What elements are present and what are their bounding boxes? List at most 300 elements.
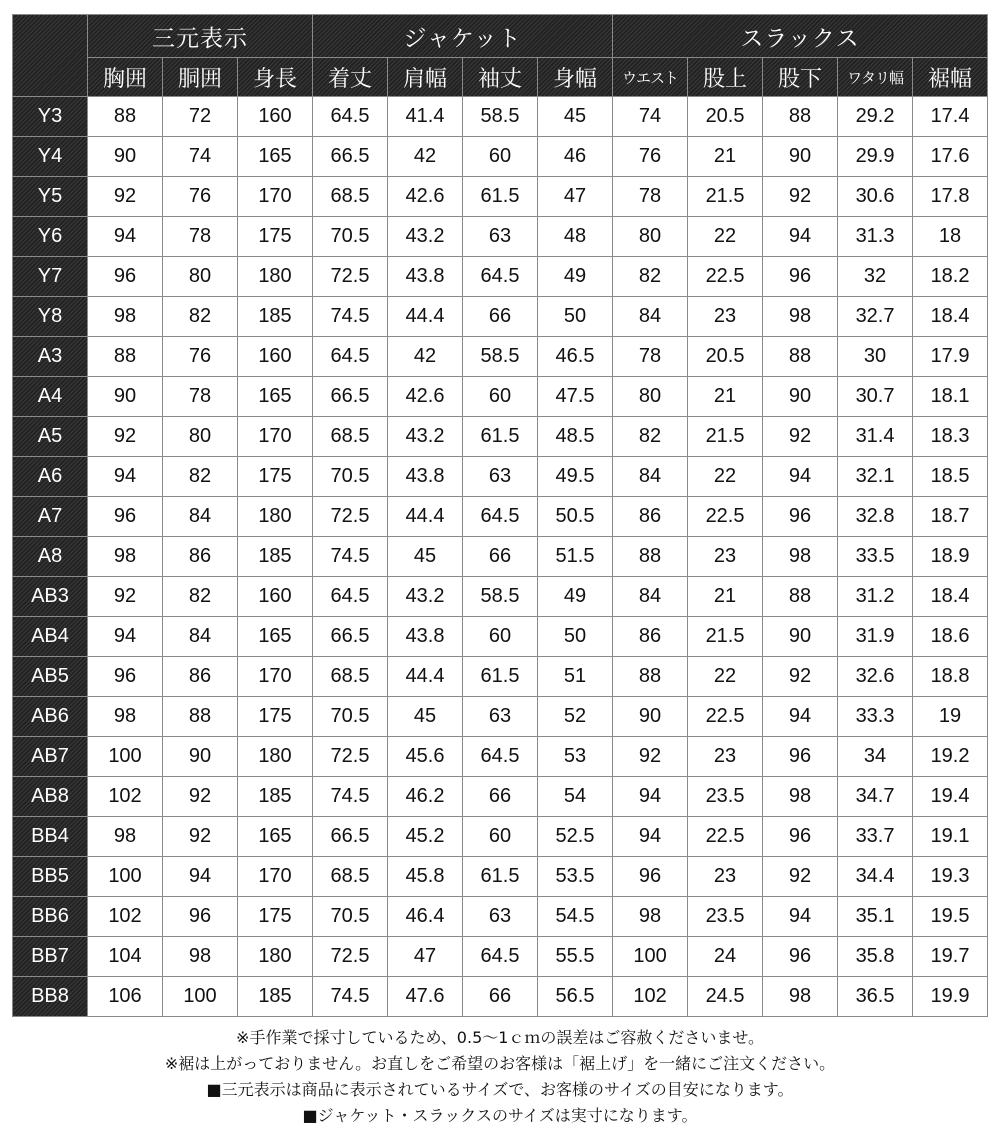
table-cell: 94 [763,697,838,737]
row-size-label: A3 [13,337,88,377]
table-cell: 94 [88,217,163,257]
table-cell: 88 [763,577,838,617]
table-cell: 76 [613,137,688,177]
table-cell: 80 [613,377,688,417]
table-cell: 31.4 [838,417,913,457]
table-cell: 43.8 [388,257,463,297]
table-cell: 90 [88,137,163,177]
table-cell: 70.5 [313,217,388,257]
table-cell: 29.2 [838,97,913,137]
table-cell: 48 [538,217,613,257]
table-cell: 31.9 [838,617,913,657]
table-cell: 19.2 [913,737,988,777]
table-cell: 30.7 [838,377,913,417]
table-cell: 90 [88,377,163,417]
table-cell: 165 [238,817,313,857]
corner-cell [13,15,88,97]
table-cell: 24.5 [688,977,763,1017]
table-cell: 96 [88,497,163,537]
table-cell: 106 [88,977,163,1017]
table-cell: 74.5 [313,297,388,337]
table-cell: 78 [613,177,688,217]
table-cell: 35.8 [838,937,913,977]
table-cell: 64.5 [313,577,388,617]
table-cell: 23 [688,857,763,897]
table-cell: 17.6 [913,137,988,177]
table-cell: 64.5 [313,337,388,377]
row-size-label: Y7 [13,257,88,297]
table-cell: 46.4 [388,897,463,937]
table-cell: 175 [238,897,313,937]
table-cell: 82 [163,297,238,337]
column-header-shoulder: 肩幅 [388,58,463,97]
table-cell: 60 [463,377,538,417]
table-cell: 61.5 [463,857,538,897]
table-cell: 49.5 [538,457,613,497]
row-size-label: AB6 [13,697,88,737]
table-cell: 34.4 [838,857,913,897]
table-cell: 64.5 [313,97,388,137]
row-size-label: BB7 [13,937,88,977]
table-cell: 100 [613,937,688,977]
table-cell: 66.5 [313,137,388,177]
table-cell: 45 [538,97,613,137]
table-cell: 18.2 [913,257,988,297]
table-cell: 19.4 [913,777,988,817]
table-cell: 92 [763,417,838,457]
table-cell: 18.9 [913,537,988,577]
table-cell: 68.5 [313,417,388,457]
table-cell: 61.5 [463,417,538,457]
table-cell: 88 [163,697,238,737]
table-body [13,97,988,1017]
table-row [13,817,988,857]
table-cell: 72 [163,97,238,137]
table-cell: 66 [463,537,538,577]
table-cell: 170 [238,177,313,217]
table-cell: 42.6 [388,177,463,217]
table-cell: 86 [163,657,238,697]
table-cell: 98 [763,537,838,577]
table-cell: 66.5 [313,617,388,657]
row-size-label: BB8 [13,977,88,1017]
group-header-nominal: 三元表示 [88,15,313,58]
table-cell: 84 [613,577,688,617]
table-cell: 185 [238,537,313,577]
table-cell: 80 [613,217,688,257]
row-size-label: Y3 [13,97,88,137]
table-cell: 98 [88,817,163,857]
table-row [13,457,988,497]
table-cell: 68.5 [313,857,388,897]
table-cell: 98 [88,537,163,577]
row-size-label: A6 [13,457,88,497]
note-measurement-error: ※手作業で採寸しているため、0.5〜1ｃｍの誤差はご容赦くださいませ。 [236,1028,764,1047]
table-cell: 80 [163,257,238,297]
table-cell: 72.5 [313,257,388,297]
table-cell: 41.4 [388,97,463,137]
table-cell: 64.5 [463,737,538,777]
table-cell: 66 [463,297,538,337]
table-cell: 22 [688,657,763,697]
table-cell: 23 [688,737,763,777]
note-hem-unfinished: ※裾は上がっておりません。お直しをご希望のお客様は「裾上げ」を一緒にご注文ください。 [164,1054,836,1073]
table-cell: 76 [163,337,238,377]
table-row [13,537,988,577]
table-cell: 180 [238,737,313,777]
table-cell: 90 [763,137,838,177]
table-cell: 98 [163,937,238,977]
table-cell: 94 [163,857,238,897]
table-cell: 94 [613,817,688,857]
table-row [13,657,988,697]
table-cell: 18.3 [913,417,988,457]
table-cell: 23 [688,297,763,337]
table-cell: 45.2 [388,817,463,857]
column-header-body-width: 身幅 [538,58,613,97]
column-header-rise: 股上 [688,58,763,97]
table-cell: 96 [763,817,838,857]
row-size-label: Y6 [13,217,88,257]
table-cell: 86 [163,537,238,577]
size-chart-table [12,14,988,1017]
table-cell: 18.1 [913,377,988,417]
table-row [13,337,988,377]
table-cell: 58.5 [463,97,538,137]
table-cell: 98 [763,297,838,337]
group-header-slacks: スラックス [613,15,988,58]
table-cell: 44.4 [388,297,463,337]
table-cell: 24 [688,937,763,977]
table-cell: 63 [463,457,538,497]
table-row [13,937,988,977]
table-cell: 74.5 [313,537,388,577]
table-cell: 165 [238,137,313,177]
table-row [13,577,988,617]
table-cell: 29.9 [838,137,913,177]
table-cell: 92 [88,577,163,617]
column-header-length: 着丈 [313,58,388,97]
table-cell: 50.5 [538,497,613,537]
table-cell: 34 [838,737,913,777]
table-cell: 23 [688,537,763,577]
row-size-label: AB5 [13,657,88,697]
table-cell: 49 [538,577,613,617]
table-cell: 100 [88,857,163,897]
table-cell: 60 [463,617,538,657]
table-cell: 46 [538,137,613,177]
table-row [13,377,988,417]
group-header-jacket: ジャケット [313,15,613,58]
row-size-label: BB4 [13,817,88,857]
table-cell: 66.5 [313,817,388,857]
row-size-label: A5 [13,417,88,457]
table-cell: 100 [88,737,163,777]
table-cell: 53 [538,737,613,777]
table-cell: 21 [688,377,763,417]
table-cell: 43.2 [388,417,463,457]
table-cell: 64.5 [463,937,538,977]
table-cell: 74 [163,137,238,177]
column-header-hem-width: 裾幅 [913,58,988,97]
table-cell: 185 [238,297,313,337]
table-cell: 84 [163,497,238,537]
table-cell: 22.5 [688,817,763,857]
table-cell: 30 [838,337,913,377]
table-row [13,617,988,657]
table-cell: 98 [613,897,688,937]
table-cell: 46.2 [388,777,463,817]
table-cell: 88 [763,337,838,377]
table-cell: 20.5 [688,97,763,137]
table-cell: 96 [763,937,838,977]
table-cell: 104 [88,937,163,977]
table-row [13,977,988,1017]
table-cell: 84 [613,457,688,497]
table-cell: 76 [163,177,238,217]
table-cell: 180 [238,937,313,977]
table-cell: 60 [463,137,538,177]
table-cell: 45 [388,537,463,577]
table-cell: 96 [88,657,163,697]
table-cell: 70.5 [313,697,388,737]
table-cell: 96 [763,497,838,537]
group-header-row [13,15,988,58]
table-cell: 96 [763,737,838,777]
row-size-label: A4 [13,377,88,417]
table-cell: 22 [688,457,763,497]
table-cell: 54.5 [538,897,613,937]
table-row [13,297,988,337]
table-cell: 33.7 [838,817,913,857]
table-cell: 94 [88,617,163,657]
notes [0,1025,1000,1129]
table-cell: 63 [463,897,538,937]
table-cell: 32.8 [838,497,913,537]
table-cell: 70.5 [313,457,388,497]
table-cell: 175 [238,457,313,497]
table-row [13,497,988,537]
table-cell: 43.2 [388,217,463,257]
table-cell: 78 [613,337,688,377]
table-cell: 82 [163,577,238,617]
table-cell: 68.5 [313,657,388,697]
table-cell: 170 [238,417,313,457]
table-cell: 88 [88,337,163,377]
table-cell: 92 [163,817,238,857]
table-cell: 94 [88,457,163,497]
table-cell: 88 [88,97,163,137]
table-cell: 21 [688,577,763,617]
table-cell: 45.8 [388,857,463,897]
table-cell: 31.2 [838,577,913,617]
table-cell: 19.3 [913,857,988,897]
table-cell: 66 [463,977,538,1017]
table-cell: 18 [913,217,988,257]
table-cell: 21.5 [688,177,763,217]
table-cell: 94 [763,897,838,937]
table-cell: 160 [238,337,313,377]
table-cell: 47.5 [538,377,613,417]
column-header-height: 身長 [238,58,313,97]
table-cell: 43.8 [388,617,463,657]
table-cell: 92 [163,777,238,817]
table-cell: 17.8 [913,177,988,217]
table-cell: 35.1 [838,897,913,937]
row-size-label: Y8 [13,297,88,337]
table-cell: 19.1 [913,817,988,857]
table-cell: 30.6 [838,177,913,217]
table-cell: 160 [238,97,313,137]
column-header-waist: ウエスト [613,58,688,97]
row-size-label: AB8 [13,777,88,817]
table-cell: 19.9 [913,977,988,1017]
table-cell: 18.6 [913,617,988,657]
table-cell: 31.3 [838,217,913,257]
table-cell: 92 [763,177,838,217]
table-cell: 17.4 [913,97,988,137]
table-cell: 92 [613,737,688,777]
row-size-label: A7 [13,497,88,537]
table-row [13,257,988,297]
row-size-label: AB7 [13,737,88,777]
table-cell: 21.5 [688,617,763,657]
table-cell: 21 [688,137,763,177]
table-cell: 47 [388,937,463,977]
table-cell: 72.5 [313,737,388,777]
table-cell: 88 [763,97,838,137]
table-cell: 20.5 [688,337,763,377]
table-cell: 23.5 [688,777,763,817]
table-cell: 18.8 [913,657,988,697]
table-cell: 22.5 [688,257,763,297]
note-actual-size: ■ジャケット・スラックスのサイズは実寸になります。 [302,1106,698,1125]
table-cell: 34.7 [838,777,913,817]
table-cell: 50 [538,297,613,337]
table-cell: 90 [163,737,238,777]
table-cell: 90 [763,377,838,417]
table-cell: 52.5 [538,817,613,857]
table-cell: 18.7 [913,497,988,537]
table-cell: 84 [163,617,238,657]
row-size-label: Y5 [13,177,88,217]
row-size-label: A8 [13,537,88,577]
table-cell: 42 [388,137,463,177]
table-cell: 45 [388,697,463,737]
table-cell: 53.5 [538,857,613,897]
table-row [13,857,988,897]
table-row [13,217,988,257]
column-header-row [13,58,988,97]
table-cell: 90 [763,617,838,657]
table-cell: 21.5 [688,417,763,457]
table-cell: 33.3 [838,697,913,737]
column-header-sleeve: 袖丈 [463,58,538,97]
table-cell: 72.5 [313,497,388,537]
table-cell: 102 [613,977,688,1017]
table-cell: 58.5 [463,577,538,617]
table-cell: 63 [463,697,538,737]
table-cell: 96 [163,897,238,937]
table-cell: 19.7 [913,937,988,977]
table-cell: 74.5 [313,977,388,1017]
table-cell: 180 [238,497,313,537]
table-cell: 47.6 [388,977,463,1017]
column-header-thigh-width: ワタリ幅 [838,58,913,97]
table-cell: 82 [613,417,688,457]
table-cell: 74 [613,97,688,137]
table-cell: 96 [88,257,163,297]
row-size-label: AB4 [13,617,88,657]
table-cell: 170 [238,857,313,897]
table-cell: 46.5 [538,337,613,377]
table-row [13,697,988,737]
table-row [13,97,988,137]
table-cell: 185 [238,777,313,817]
table-row [13,177,988,217]
table-row [13,897,988,937]
table-cell: 33.5 [838,537,913,577]
table-cell: 45.6 [388,737,463,777]
column-header-waist-girth: 胴囲 [163,58,238,97]
table-cell: 17.9 [913,337,988,377]
table-cell: 32.6 [838,657,913,697]
table-cell: 96 [763,257,838,297]
table-cell: 102 [88,777,163,817]
table-cell: 51.5 [538,537,613,577]
table-cell: 64.5 [463,257,538,297]
table-cell: 98 [88,297,163,337]
table-cell: 80 [163,417,238,457]
table-cell: 94 [763,457,838,497]
table-cell: 43.2 [388,577,463,617]
table-cell: 32.7 [838,297,913,337]
table-cell: 61.5 [463,657,538,697]
table-cell: 165 [238,617,313,657]
table-cell: 92 [88,177,163,217]
table-cell: 86 [613,497,688,537]
table-cell: 98 [88,697,163,737]
table-cell: 98 [763,977,838,1017]
table-cell: 84 [613,297,688,337]
table-cell: 42 [388,337,463,377]
table-cell: 165 [238,377,313,417]
table-cell: 22.5 [688,497,763,537]
table-cell: 19.5 [913,897,988,937]
table-cell: 48.5 [538,417,613,457]
table-cell: 160 [238,577,313,617]
table-cell: 98 [763,777,838,817]
table-cell: 88 [613,537,688,577]
table-cell: 66.5 [313,377,388,417]
table-cell: 19 [913,697,988,737]
table-cell: 86 [613,617,688,657]
table-cell: 42.6 [388,377,463,417]
table-cell: 92 [763,857,838,897]
table-cell: 18.5 [913,457,988,497]
table-cell: 68.5 [313,177,388,217]
column-header-chest: 胸囲 [88,58,163,97]
table-cell: 94 [613,777,688,817]
table-cell: 96 [613,857,688,897]
row-size-label: Y4 [13,137,88,177]
table-row [13,777,988,817]
table-row [13,137,988,177]
table-cell: 61.5 [463,177,538,217]
table-cell: 90 [613,697,688,737]
table-cell: 51 [538,657,613,697]
table-row [13,737,988,777]
